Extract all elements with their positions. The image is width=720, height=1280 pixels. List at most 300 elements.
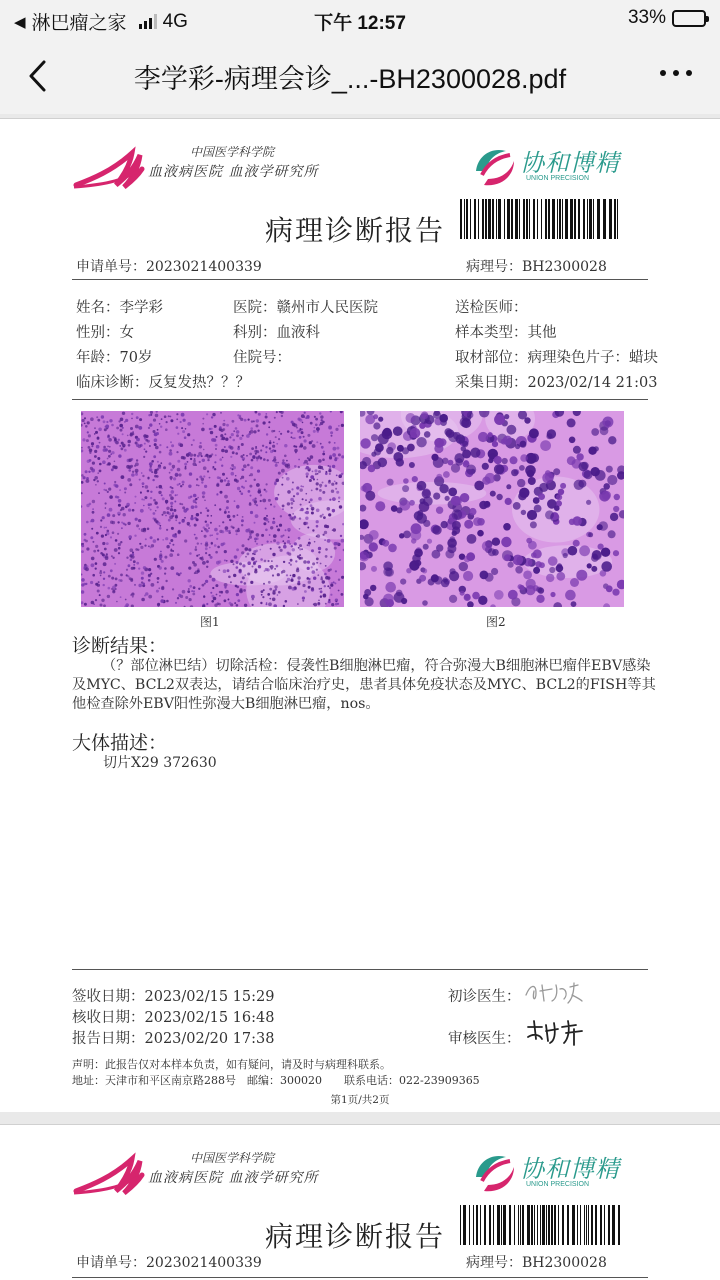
cell-nucleus (260, 500, 262, 502)
barcode-bar (591, 1205, 593, 1245)
cell-nucleus (336, 475, 338, 477)
cell-nucleus (100, 604, 103, 607)
cell-nucleus (148, 427, 150, 429)
cell-nucleus (571, 601, 577, 607)
divider (72, 969, 648, 970)
cell-nucleus (159, 527, 162, 530)
cell-nucleus (95, 545, 98, 548)
cell-nucleus (261, 594, 263, 596)
cell-nucleus (301, 429, 303, 431)
cell-nucleus (332, 465, 335, 468)
cell-nucleus (202, 495, 205, 498)
more-options-icon[interactable] (660, 70, 692, 76)
cell-nucleus (244, 604, 247, 607)
cell-nucleus (103, 448, 107, 452)
cell-nucleus (261, 590, 264, 593)
cell-nucleus (307, 567, 310, 570)
cell-nucleus (210, 556, 213, 559)
cell-nucleus (427, 539, 432, 544)
cell-nucleus (230, 456, 232, 458)
back-to-app-icon[interactable]: ◀ (14, 13, 26, 31)
cell-nucleus (224, 550, 227, 553)
cell-nucleus (223, 569, 227, 573)
cell-nucleus (247, 464, 250, 467)
cell-nucleus (172, 588, 174, 590)
cell-nucleus (188, 588, 190, 590)
cell-nucleus (474, 481, 484, 491)
cell-nucleus (147, 477, 149, 479)
cell-nucleus (464, 556, 471, 563)
cell-nucleus (108, 450, 111, 453)
cell-nucleus (308, 586, 311, 589)
barcode-bar (529, 199, 530, 239)
cell-nucleus (305, 522, 308, 525)
cell-nucleus (341, 424, 344, 427)
cell-nucleus (107, 595, 110, 598)
cell-nucleus (253, 562, 256, 565)
cell-nucleus (118, 439, 120, 441)
cell-nucleus (256, 533, 260, 537)
cell-nucleus (565, 590, 576, 601)
cell-nucleus (135, 473, 138, 476)
barcode-bar (501, 1205, 502, 1245)
cell-nucleus (316, 488, 319, 491)
cell-nucleus (152, 479, 154, 481)
cell-nucleus (190, 517, 193, 520)
cell-nucleus (225, 590, 229, 594)
cell-nucleus (164, 556, 167, 559)
cell-nucleus (584, 470, 593, 479)
cell-nucleus (224, 599, 227, 602)
cell-nucleus (224, 586, 226, 588)
cell-nucleus (277, 594, 279, 596)
cell-nucleus (195, 546, 197, 548)
cell-nucleus (294, 465, 297, 468)
cell-nucleus (269, 534, 271, 536)
cell-nucleus (212, 578, 216, 582)
cell-nucleus (385, 582, 396, 593)
barcode-bar (527, 1205, 530, 1245)
cell-nucleus (81, 545, 84, 548)
cell-nucleus (201, 428, 205, 432)
cell-nucleus (315, 424, 318, 427)
cell-nucleus (236, 505, 239, 508)
divider (72, 1277, 648, 1278)
cell-nucleus (383, 561, 393, 571)
cell-nucleus (178, 594, 181, 597)
cell-nucleus (198, 554, 200, 556)
union-precision-sub: UNION PRECISION (526, 1181, 590, 1188)
cell-nucleus (232, 420, 235, 423)
cell-nucleus (206, 560, 209, 563)
cell-nucleus (159, 525, 161, 527)
cell-nucleus (122, 412, 125, 415)
cell-nucleus (219, 458, 222, 461)
barcode-bar (514, 1205, 515, 1245)
cell-nucleus (241, 443, 244, 446)
cell-nucleus (255, 453, 257, 455)
cell-nucleus (274, 585, 277, 588)
cell-nucleus (241, 524, 243, 526)
cell-nucleus (105, 556, 109, 560)
cell-nucleus (292, 574, 295, 577)
cell-nucleus (156, 432, 159, 435)
cell-nucleus (417, 481, 427, 491)
cell-nucleus (164, 567, 167, 570)
cell-nucleus (523, 571, 532, 580)
cell-nucleus (280, 535, 283, 538)
cell-nucleus (338, 579, 340, 581)
cell-nucleus (91, 442, 94, 445)
cell-nucleus (302, 486, 304, 488)
cell-nucleus (331, 490, 334, 493)
cell-nucleus (118, 504, 121, 507)
cell-nucleus (211, 515, 213, 517)
cell-nucleus (322, 514, 324, 516)
cell-nucleus (97, 590, 100, 593)
cell-nucleus (162, 539, 164, 541)
cell-nucleus (319, 412, 321, 414)
cell-nucleus (124, 492, 126, 494)
cell-nucleus (402, 485, 409, 492)
cell-nucleus (196, 513, 199, 516)
barcode-bar (463, 1205, 466, 1245)
cell-nucleus (303, 446, 307, 450)
barcode-bar (567, 1205, 569, 1245)
cell-nucleus (181, 413, 185, 417)
cell-nucleus (268, 421, 270, 423)
union-precision-name: 协和博精 (520, 149, 620, 177)
cell-nucleus (173, 477, 176, 480)
cell-nucleus (397, 445, 404, 452)
cell-nucleus (290, 498, 294, 502)
cell-nucleus (321, 446, 324, 449)
cell-nucleus (368, 465, 376, 473)
barcode-bar (537, 199, 538, 239)
cell-nucleus (388, 544, 397, 553)
cell-nucleus (515, 566, 523, 574)
cell-nucleus (386, 599, 394, 607)
cell-nucleus (109, 419, 112, 422)
cell-nucleus (296, 492, 299, 495)
histology-image-2[interactable] (360, 411, 624, 607)
cell-nucleus (144, 437, 146, 439)
cell-nucleus (255, 541, 257, 543)
cell-nucleus (309, 479, 312, 482)
cell-nucleus (130, 427, 133, 430)
cell-nucleus (88, 471, 90, 473)
cell-nucleus (316, 525, 319, 528)
cell-nucleus (322, 468, 324, 470)
cell-nucleus (262, 445, 264, 447)
cell-nucleus (470, 448, 480, 458)
cell-nucleus (85, 470, 88, 473)
cell-nucleus (290, 432, 292, 434)
cell-nucleus (275, 497, 278, 500)
barcode-bar (546, 1205, 547, 1245)
cell-nucleus (160, 462, 162, 464)
cell-nucleus (325, 471, 327, 473)
cell-nucleus (208, 554, 210, 556)
cell-nucleus (234, 555, 238, 559)
cell-nucleus (250, 495, 252, 497)
cell-nucleus (114, 481, 116, 483)
chevron-left-icon[interactable] (24, 56, 54, 96)
cell-nucleus (195, 505, 198, 508)
cell-nucleus (114, 563, 116, 565)
cell-nucleus (179, 483, 181, 485)
cell-nucleus (467, 534, 477, 544)
cell-nucleus (290, 559, 293, 562)
cell-nucleus (269, 588, 272, 591)
collect-date: 采集日期：2023/02/14 21:03 (455, 375, 658, 391)
cell-nucleus (320, 422, 323, 425)
cell-nucleus (448, 460, 454, 466)
cell-nucleus (299, 429, 301, 431)
cell-nucleus (245, 480, 247, 482)
cell-nucleus (224, 495, 228, 499)
cell-nucleus (547, 429, 556, 438)
cell-nucleus (274, 450, 276, 452)
cell-nucleus (187, 422, 191, 426)
cell-nucleus (171, 505, 173, 507)
cell-nucleus (245, 556, 247, 558)
cell-nucleus (335, 428, 338, 431)
barcode-bar (570, 199, 573, 239)
cell-nucleus (177, 460, 180, 463)
cell-nucleus (134, 465, 136, 467)
cell-nucleus (252, 566, 254, 568)
cell-nucleus (274, 568, 276, 570)
cell-nucleus (318, 600, 320, 602)
cell-nucleus (99, 594, 101, 596)
cell-nucleus (327, 585, 329, 587)
cell-nucleus (207, 455, 211, 459)
cell-nucleus (256, 424, 259, 427)
cell-nucleus (472, 592, 480, 600)
cell-nucleus (259, 457, 262, 460)
cell-nucleus (299, 544, 302, 547)
cell-nucleus (175, 516, 178, 519)
cell-nucleus (288, 514, 291, 517)
cell-nucleus (339, 559, 341, 561)
union-precision-logo (470, 1145, 640, 1203)
cell-nucleus (533, 497, 540, 504)
cell-nucleus (603, 483, 610, 490)
cell-nucleus (178, 573, 181, 576)
cell-nucleus (139, 418, 142, 421)
cell-nucleus (244, 582, 247, 585)
cell-nucleus (119, 489, 121, 491)
cell-nucleus (236, 548, 239, 551)
cell-nucleus (145, 538, 147, 540)
cell-nucleus (209, 477, 211, 479)
cell-nucleus (200, 512, 202, 514)
cell-nucleus (145, 592, 148, 595)
cell-nucleus (84, 417, 86, 419)
cell-nucleus (272, 598, 276, 602)
cell-nucleus (96, 445, 100, 449)
cell-nucleus (299, 436, 302, 439)
cell-nucleus (112, 521, 115, 524)
cell-nucleus (496, 494, 502, 500)
cell-nucleus (573, 540, 580, 547)
cell-nucleus (168, 415, 170, 417)
cell-nucleus (106, 542, 109, 545)
cell-nucleus (250, 466, 253, 469)
cell-nucleus (322, 458, 325, 461)
cell-nucleus (300, 508, 303, 511)
cell-nucleus (482, 463, 489, 470)
cell-nucleus (141, 571, 144, 574)
cell-nucleus (226, 506, 229, 509)
cell-nucleus (248, 548, 251, 551)
application-number: 申请单号：2023021400339 (76, 259, 262, 275)
cell-nucleus (140, 546, 143, 549)
cell-nucleus (180, 421, 182, 423)
cell-nucleus (149, 462, 153, 466)
barcode-bar (577, 1205, 578, 1245)
cell-nucleus (479, 501, 488, 510)
cell-nucleus (334, 442, 336, 444)
cell-nucleus (214, 528, 218, 532)
back-app-label[interactable]: 淋巴瘤之家 (31, 13, 127, 34)
hospital-logo-line1: 中国医学科学院 (190, 1151, 275, 1165)
cell-nucleus (250, 427, 253, 430)
cell-nucleus (92, 574, 95, 577)
cell-nucleus (308, 542, 311, 545)
cell-nucleus (222, 428, 225, 431)
cell-nucleus (278, 472, 281, 475)
cell-nucleus (536, 587, 542, 593)
cell-nucleus (150, 546, 152, 548)
department-field: 科别：血液科 (233, 325, 320, 341)
cell-nucleus (239, 569, 242, 572)
cell-nucleus (272, 445, 275, 448)
cell-nucleus (100, 526, 102, 528)
cell-nucleus (212, 466, 214, 468)
cell-nucleus (320, 486, 322, 488)
cell-nucleus (115, 441, 119, 445)
cell-nucleus (488, 548, 496, 556)
cell-nucleus (236, 593, 239, 596)
cell-nucleus (87, 460, 90, 463)
cell-nucleus (225, 509, 227, 511)
cell-nucleus (241, 476, 244, 479)
cell-nucleus (558, 489, 564, 495)
cell-nucleus (202, 584, 205, 587)
cell-nucleus (110, 536, 112, 538)
cell-nucleus (277, 462, 279, 464)
cell-nucleus (446, 429, 455, 438)
cell-nucleus (124, 487, 127, 490)
cell-nucleus (201, 558, 204, 561)
cell-nucleus (292, 513, 294, 515)
cell-nucleus (124, 524, 126, 526)
cell-nucleus (194, 524, 197, 527)
cell-nucleus (553, 468, 560, 475)
cell-nucleus (81, 550, 84, 553)
cell-nucleus (165, 537, 168, 540)
cell-nucleus (317, 473, 319, 475)
cell-nucleus (263, 522, 266, 525)
cell-nucleus (254, 553, 256, 555)
cell-nucleus (273, 534, 277, 538)
cell-nucleus (452, 509, 463, 520)
barcode-bar (507, 199, 510, 239)
cell-nucleus (237, 487, 240, 490)
cell-nucleus (254, 522, 256, 524)
cell-nucleus (161, 494, 163, 496)
cell-nucleus (550, 592, 555, 597)
cell-nucleus (299, 554, 301, 556)
cell-nucleus (250, 511, 253, 514)
cell-nucleus (100, 519, 102, 521)
cell-nucleus (186, 453, 190, 457)
cell-nucleus (120, 574, 123, 577)
barcode-bar (612, 1205, 615, 1245)
cell-nucleus (195, 498, 197, 500)
cell-nucleus (215, 454, 217, 456)
cell-nucleus (216, 538, 218, 540)
cell-nucleus (243, 589, 246, 592)
cell-nucleus (219, 477, 222, 480)
cell-nucleus (210, 522, 212, 524)
cell-nucleus (118, 579, 121, 582)
cell-nucleus (257, 430, 259, 432)
cell-nucleus (205, 521, 207, 523)
cell-nucleus (235, 475, 237, 477)
cell-nucleus (101, 599, 104, 602)
cell-nucleus (135, 518, 138, 521)
histology-image-1[interactable] (81, 411, 344, 607)
receive-date: 签收日期：2023/02/15 15:29 (72, 989, 275, 1005)
cell-nucleus (304, 590, 307, 593)
cell-nucleus (320, 578, 323, 581)
cell-nucleus (328, 481, 331, 484)
cell-nucleus (302, 498, 304, 500)
barcode-bar (480, 1205, 481, 1245)
cell-nucleus (232, 527, 234, 529)
cell-nucleus (270, 548, 272, 550)
barcode-bar (562, 199, 563, 239)
cell-nucleus (492, 538, 500, 546)
cell-nucleus (157, 461, 159, 463)
union-precision-sub: UNION PRECISION (526, 175, 590, 182)
cell-nucleus (287, 490, 291, 494)
cell-nucleus (317, 602, 320, 605)
cell-nucleus (132, 471, 134, 473)
cell-nucleus (325, 485, 328, 488)
cell-nucleus (207, 515, 209, 517)
cell-nucleus (261, 534, 264, 537)
address-line: 地址：天津市和平区南京路288号 邮编：300020 联系电话：022-23909365 (72, 1074, 480, 1087)
cell-nucleus (136, 438, 140, 442)
cell-nucleus (246, 455, 248, 457)
cell-nucleus (324, 573, 327, 576)
cell-nucleus (126, 503, 130, 507)
cell-nucleus (84, 539, 87, 542)
cell-nucleus (272, 574, 274, 576)
cell-nucleus (202, 561, 206, 565)
cell-nucleus (316, 562, 318, 564)
cell-nucleus (449, 595, 457, 603)
cell-nucleus (181, 427, 183, 429)
cell-nucleus (285, 529, 287, 531)
cell-nucleus (410, 428, 420, 438)
cell-nucleus (193, 439, 195, 441)
cell-nucleus (293, 495, 295, 497)
